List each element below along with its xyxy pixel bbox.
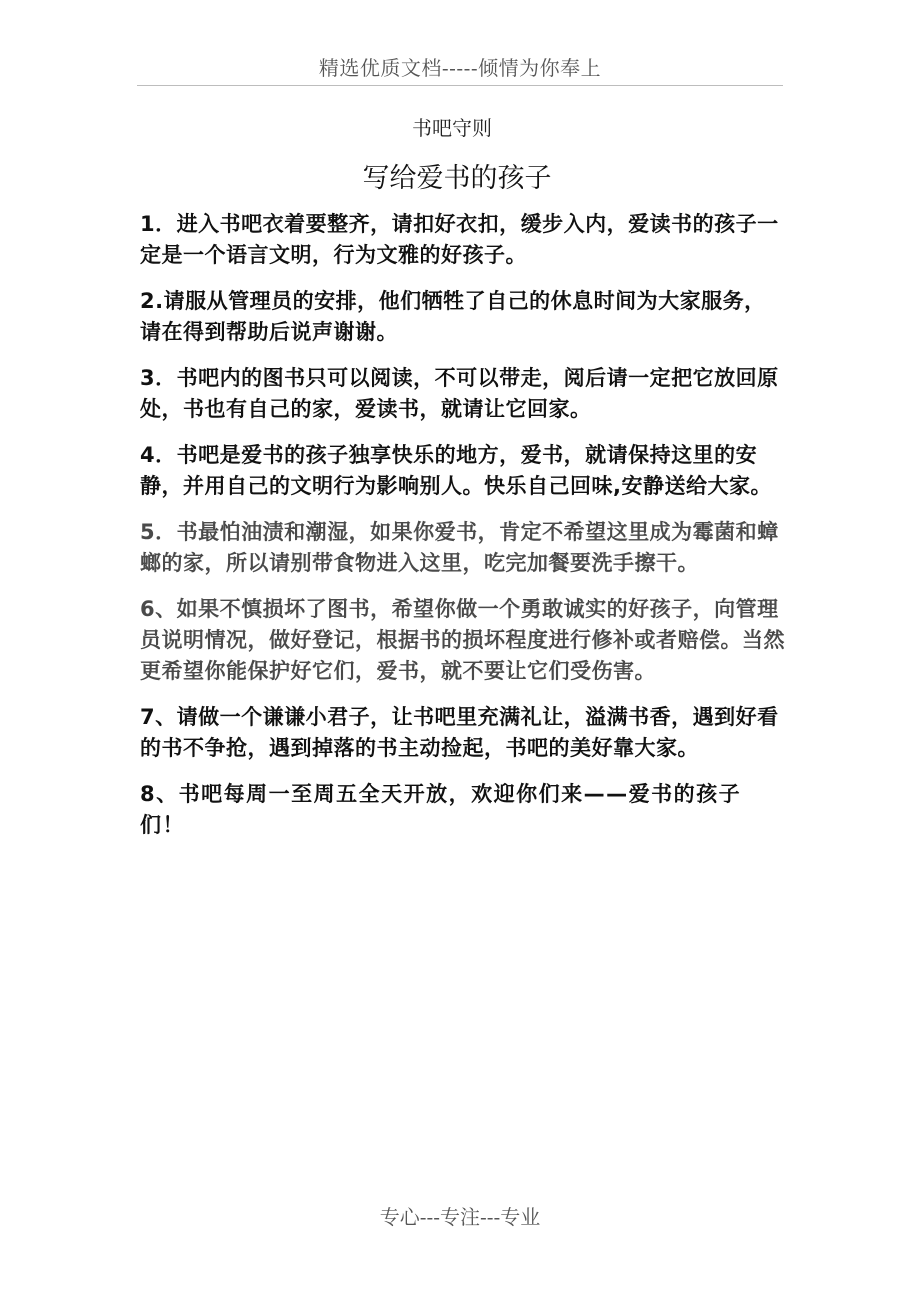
- page-footer: 专心---专注---专业: [379, 1205, 541, 1229]
- rule-item: 1．进入书吧衣着要整齐，请扣好衣扣，缓步入内，爱读书的孩子一定是一个语言文明，行为文雅的好孩子。: [140, 212, 779, 267]
- header-divider: [137, 85, 783, 86]
- rule-item: 2.请服从管理员的安排，他们牺牲了自己的休息时间为大家服务，请在得到帮助后说声谢谢。: [140, 289, 766, 344]
- document-subtitle: 写给爱书的孩子: [362, 163, 552, 194]
- rule-item: 4．书吧是爱书的孩子独享快乐的地方，爱书，就请保持这里的安静，并用自己的文明行为影响别人。快乐自己回味,安静送给大家。: [140, 443, 772, 498]
- rule-item: 6、如果不慎损坏了图书，希望你做一个勇敢诚实的好孩子，向管理员说明情况，做好登记，根据书的损坏程度进行修补或者赔偿。当然更希望你能保护好它们，爱书，就不要让它们受伤害。: [140, 597, 785, 683]
- rule-item: 7、请做一个谦谦小君子，让书吧里充满礼让，溢满书香，遇到好看的书不争抢，遇到掉落的书主动捡起，书吧的美好靠大家。: [140, 705, 779, 760]
- rule-item: 5．书最怕油渍和潮湿，如果你爱书，肯定不希望这里成为霉菌和蟑螂的家，所以请别带食物进入这里，吃完加餐要洗手擦干。: [140, 520, 779, 575]
- rule-item: 8、书吧每周一至周五全天开放，欢迎你们来——爱书的孩子们！: [140, 782, 742, 837]
- document-title: 书吧守则: [412, 116, 492, 140]
- page-header: 精选优质文档-----倾情为你奉上: [318, 56, 602, 80]
- rule-item: 3．书吧内的图书只可以阅读，不可以带走，阅后请一定把它放回原处，书也有自己的家，爱读书，就请让它回家。: [140, 366, 779, 421]
- rules-list: [140, 209, 785, 856]
